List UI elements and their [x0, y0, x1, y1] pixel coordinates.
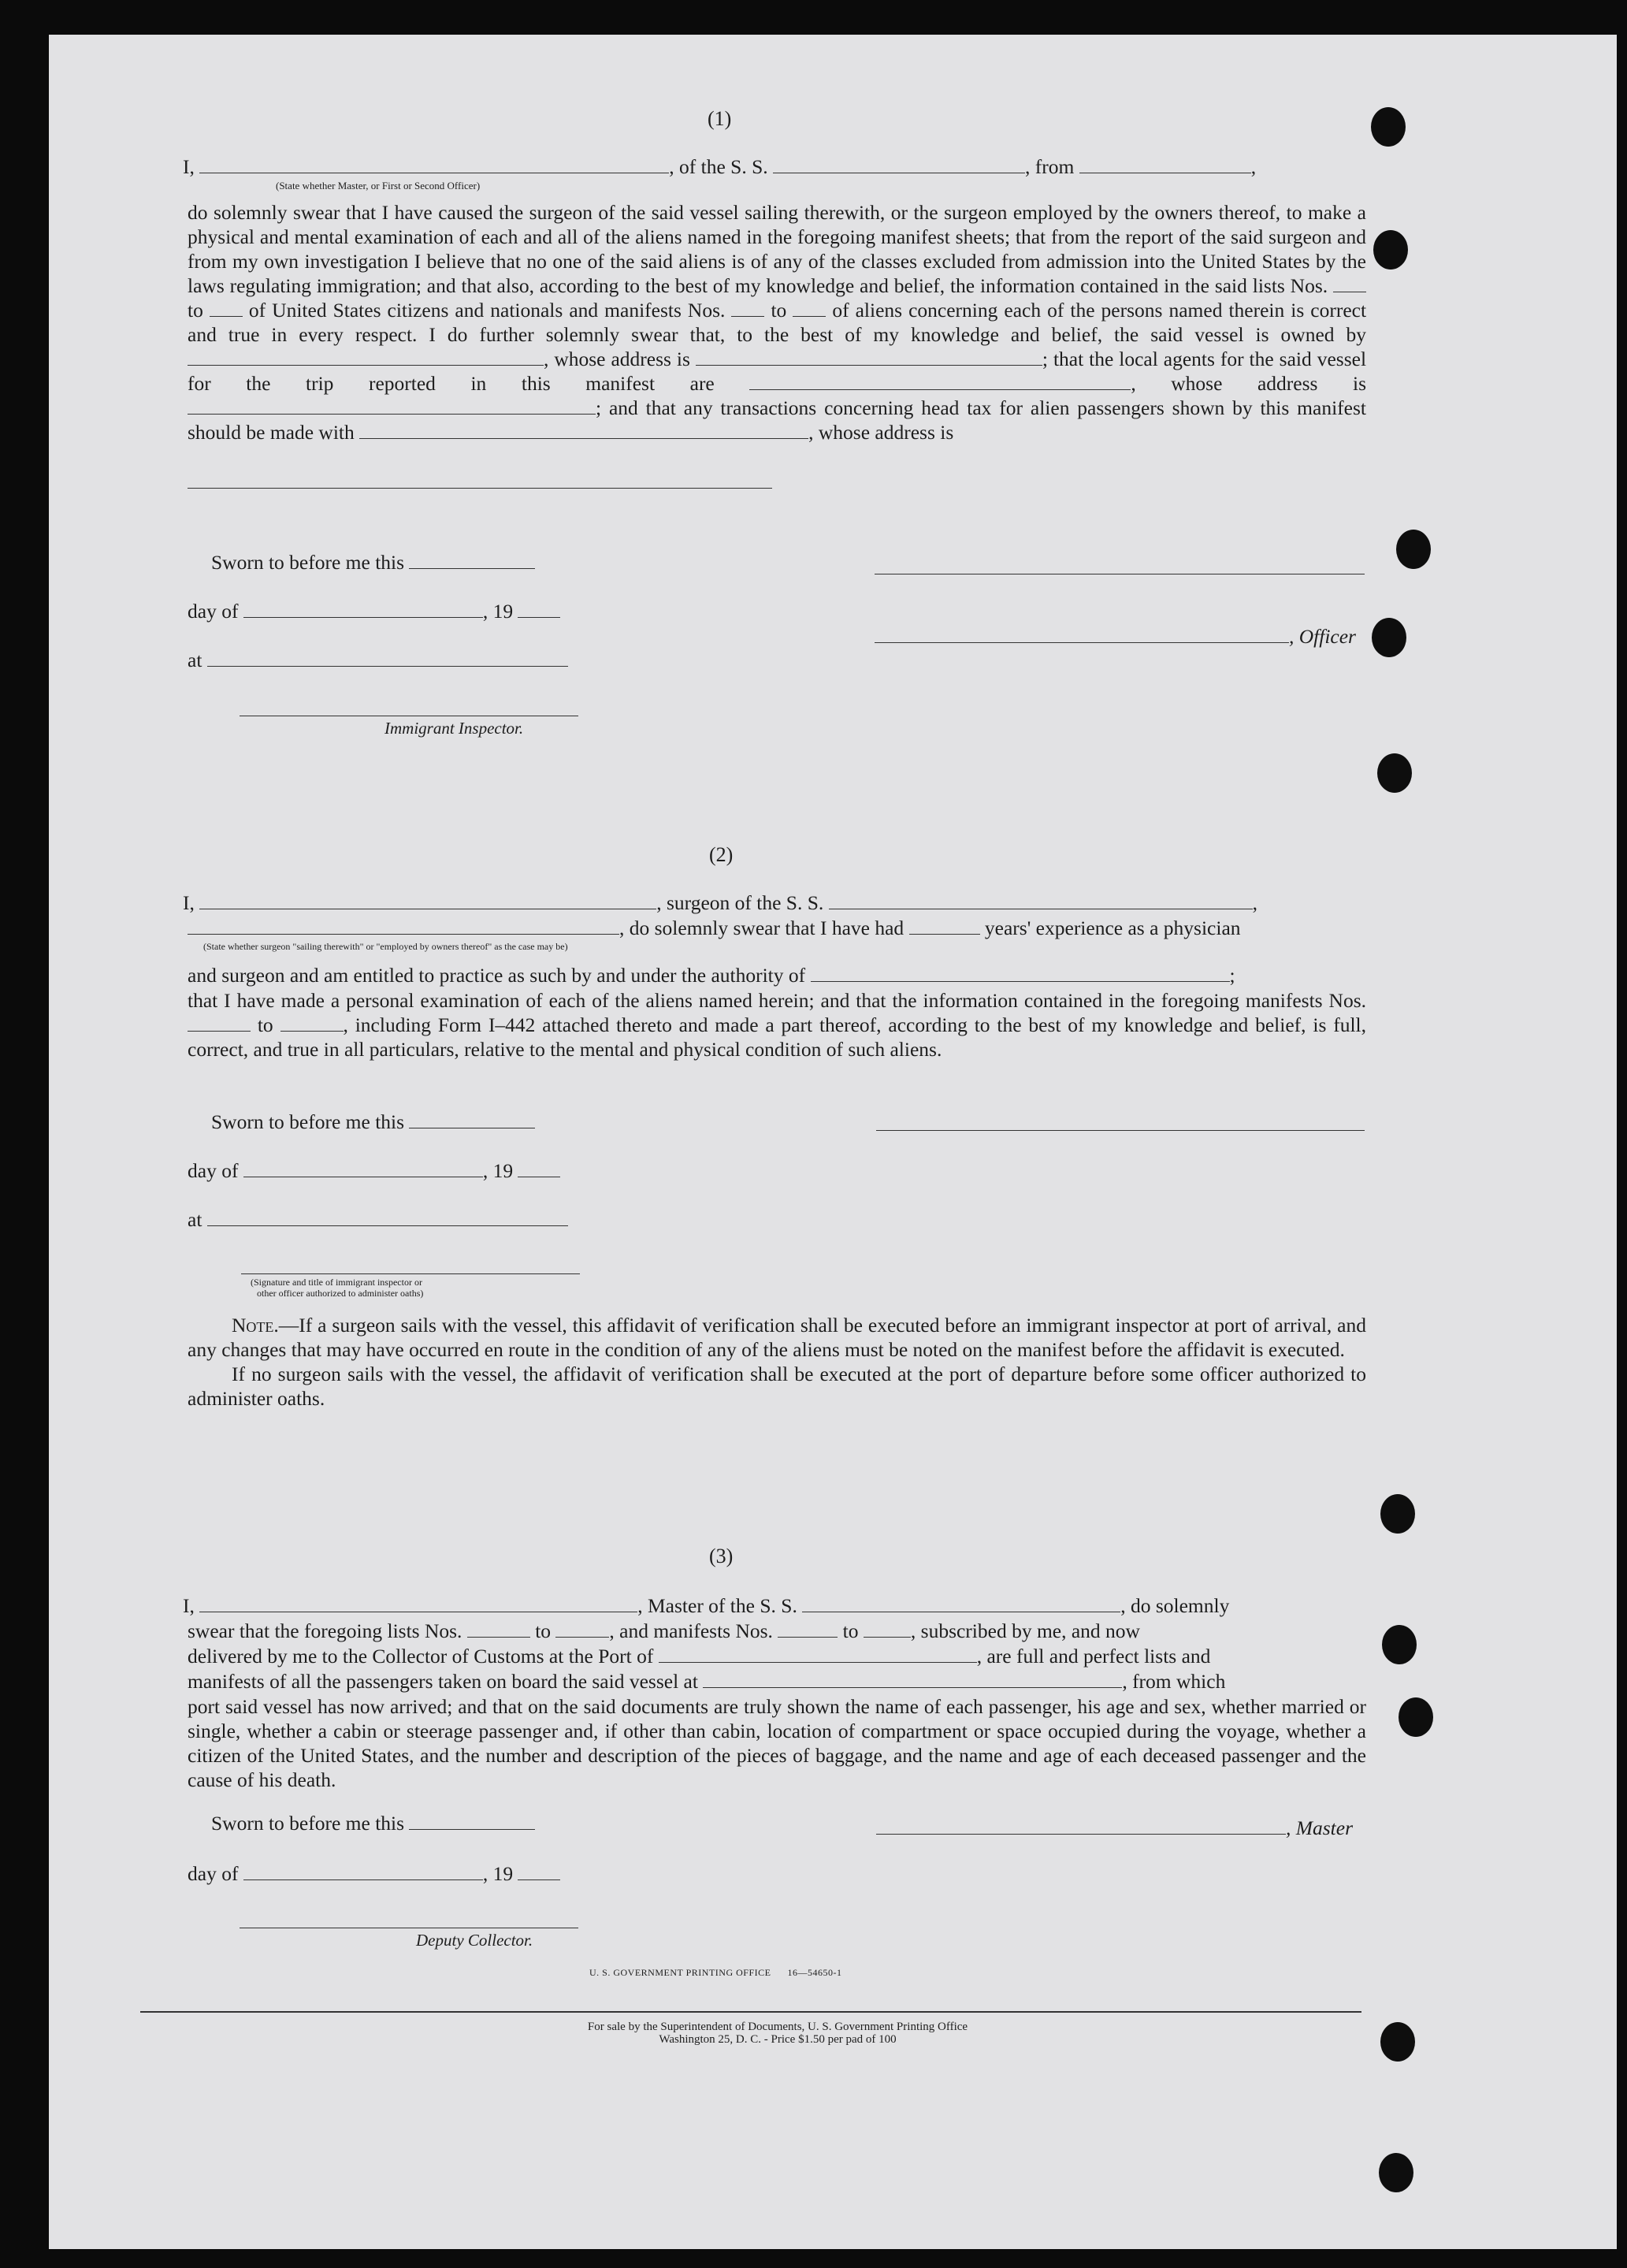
- manifests-from-field[interactable]: [731, 302, 764, 317]
- name-field[interactable]: [199, 158, 669, 173]
- at-place-field[interactable]: [207, 652, 568, 667]
- punch-hole-8: [1399, 1697, 1433, 1737]
- at-label: at: [188, 1208, 202, 1231]
- at-line: [188, 648, 568, 672]
- i-label: I,: [183, 1594, 195, 1617]
- day-of-label: day of: [188, 1159, 239, 1182]
- whose-address-label: , whose address is: [544, 348, 690, 370]
- master-lists-to-field[interactable]: [555, 1623, 609, 1638]
- port-field[interactable]: [659, 1648, 977, 1663]
- footer-line-2: Washington 25, D. C. - Price $1.50 per pad of 100: [659, 2033, 897, 2046]
- semicolon: ;: [1042, 348, 1048, 370]
- punch-hole-6: [1380, 1494, 1415, 1534]
- from-label: , from: [1025, 155, 1075, 178]
- swear-label: , do solemnly swear that I have had: [619, 916, 905, 939]
- agents-address-field[interactable]: [188, 400, 596, 415]
- section-3-line-1: [183, 1593, 1229, 1618]
- master-signature-row: [876, 1816, 1353, 1840]
- punch-hole-1: [1371, 107, 1406, 147]
- sworn-label: Sworn to before me this: [211, 1812, 405, 1835]
- authority-field[interactable]: [811, 967, 1230, 982]
- year-label: , 19: [482, 600, 514, 623]
- head-tax-text: ; and that any transactions concerning head tax for alien passengers shown by this manifest should be made with: [188, 396, 1366, 444]
- boarding-port-field[interactable]: [703, 1673, 1122, 1688]
- whose-address-label: whose address is: [1171, 372, 1367, 395]
- surgeon-oath-text-end: , including Form I–442 attached thereto and made a part thereof, according to the best of my knowledge and belief, is full, correct, and true in all particulars, relative to the mental and physical condition of such aliens.: [188, 1013, 1366, 1061]
- whose-address-label: , whose address is: [808, 421, 954, 444]
- at-place-field-2[interactable]: [207, 1211, 568, 1226]
- surgeon-ship-field[interactable]: [829, 894, 1253, 909]
- local-agents-field[interactable]: [749, 375, 1131, 390]
- day-of-field-2[interactable]: [243, 1162, 483, 1177]
- ship-name-field[interactable]: [773, 158, 1025, 173]
- years-label: years' experience as a physician: [984, 916, 1241, 939]
- years-field[interactable]: [909, 920, 980, 935]
- inspector-label: Immigrant Inspector.: [384, 719, 524, 738]
- section-2-body: [188, 988, 1366, 1061]
- master-label: , Master: [1286, 1816, 1353, 1839]
- of-ss-label: , of the S. S.: [669, 155, 768, 178]
- to-label: to: [257, 1013, 273, 1036]
- to-label: to: [535, 1619, 552, 1642]
- sworn-line-2: [211, 1110, 535, 1134]
- surgeon-manifests-to-field[interactable]: [280, 1017, 344, 1032]
- head-tax-party-field[interactable]: [359, 424, 808, 439]
- oath-officer-signature-line[interactable]: [241, 1273, 580, 1274]
- year-label: , 19: [482, 1862, 514, 1885]
- i-label: I,: [183, 155, 195, 178]
- master-name-field[interactable]: [199, 1597, 637, 1612]
- surgeon-manifests-from-field[interactable]: [188, 1017, 251, 1032]
- surgeon-hint: (State whether surgeon "sailing therewith" or "employed by owners thereof" as the case may be): [203, 941, 568, 952]
- owner-field[interactable]: [188, 351, 544, 366]
- officer-signature-field[interactable]: [875, 628, 1289, 643]
- i-label: I,: [183, 891, 195, 914]
- day-of-label: day of: [188, 600, 239, 623]
- swear-lists-label: swear that the foregoing lists Nos.: [188, 1619, 462, 1642]
- sig-hint-1: (Signature and title of immigrant inspector or: [251, 1277, 422, 1288]
- comma: ,: [1250, 155, 1257, 178]
- authority-line: [188, 963, 1235, 987]
- surgeon-name-field[interactable]: [199, 894, 656, 909]
- form-sheet: [49, 35, 1617, 2249]
- note-text-1: —If a surgeon sails with the vessel, this affidavit of verification shall be executed before an immigrant inspector at port of arrival, and any changes that may have occurred en route in the condition of any of the aliens must be noted on the manifest before the affidavit is executed.: [188, 1314, 1366, 1361]
- footer-line-1: For sale by the Superintendent of Documents, U. S. Government Printing Office: [587, 2021, 968, 2033]
- section-1-number: (1): [708, 107, 732, 130]
- from-which-label: , from which: [1122, 1670, 1226, 1693]
- punch-hole-4: [1372, 618, 1406, 657]
- comma: ,: [1252, 891, 1258, 914]
- note-text-2: If no surgeon sails with the vessel, the affidavit of verification shall be executed at the port of departure before some officer authorized to administer oaths.: [188, 1363, 1366, 1410]
- officer-line: [875, 624, 1356, 649]
- surgeon-oath-text: that I have made a personal examination of each of the aliens named herein; and that the information contained in the foregoing manifests Nos.: [188, 989, 1366, 1012]
- punch-hole-7: [1382, 1625, 1417, 1664]
- note-block: [188, 1313, 1366, 1411]
- oath-text-1: do solemnly swear that I have caused the surgeon of the said vessel sailing therewith, or the surgeon employed by the owners thereof, to make a physical and mental examination of each and all of the aliens named in the foregoing manifest sheets; that from the report of the said surgeon and from my own investigation I believe that no one of the said aliens is of any of the classes excluded from admission into the United States by the laws regulating immigration; and that also, according to the best of my knowledge and belief, the information contained in the said lists Nos.: [188, 201, 1366, 297]
- day-of-line-3: [188, 1861, 560, 1886]
- day-of-line-2: [188, 1158, 560, 1183]
- footer-rule: [140, 2011, 1361, 2013]
- day-of-field-3[interactable]: [243, 1865, 483, 1880]
- year-label: , 19: [482, 1159, 514, 1182]
- year-field-2[interactable]: [518, 1162, 560, 1177]
- oath-text-2a: of United States citizens and nationals and manifests Nos.: [248, 299, 726, 322]
- sworn-line: [211, 550, 535, 574]
- to-label: to: [771, 299, 787, 322]
- sworn-label: Sworn to before me this: [211, 551, 405, 574]
- day-of-field[interactable]: [243, 603, 483, 618]
- section-2-line-1: [183, 890, 1257, 915]
- full-lists-label: , are full and perfect lists and: [976, 1645, 1211, 1668]
- to-label: to: [842, 1619, 859, 1642]
- lists-to-field[interactable]: [210, 302, 243, 317]
- authority-label: and surgeon and am entitled to practice as such by and under the authority of: [188, 964, 806, 987]
- master-of-label: , Master of the S. S.: [637, 1594, 797, 1617]
- from-port-field[interactable]: [1079, 158, 1251, 173]
- section-1-body: [188, 200, 1366, 444]
- sworn-date-field-2[interactable]: [409, 1114, 535, 1128]
- sworn-label: Sworn to before me this: [211, 1110, 405, 1133]
- at-line-2: [188, 1207, 568, 1232]
- semicolon: ;: [1229, 964, 1235, 987]
- local-agents-text: that the local agents for the said vessel for the trip reported in this manifest are: [188, 348, 1367, 395]
- sig-hint-2: other officer authorized to administer oaths): [257, 1288, 424, 1299]
- manifests-taken-label: manifests of all the passengers taken on board the said vessel at: [188, 1670, 698, 1693]
- punch-hole-5: [1377, 753, 1412, 793]
- section-3-number: (3): [709, 1545, 734, 1567]
- officer-label: , Officer: [1289, 625, 1356, 648]
- and-manifests-label: , and manifests Nos.: [609, 1619, 773, 1642]
- manifests-to-field[interactable]: [793, 302, 826, 317]
- sworn-date-field-3[interactable]: [409, 1815, 535, 1830]
- section-2-number: (2): [709, 843, 734, 866]
- master-signature-field[interactable]: [876, 1820, 1286, 1835]
- section-3-body: [188, 1694, 1366, 1792]
- section-3-line-4: [188, 1669, 1225, 1694]
- surgeon-signature-line[interactable]: [876, 1130, 1365, 1131]
- subscribed-label: , subscribed by me, and now: [910, 1619, 1140, 1642]
- day-of-line: [188, 599, 560, 623]
- comma: ,: [1131, 372, 1136, 395]
- punch-hole-2: [1373, 230, 1408, 270]
- surgeon-capacity-field[interactable]: [188, 920, 619, 935]
- printing-office-imprint: U. S. GOVERNMENT PRINTING OFFICE 16—54650-1: [589, 1967, 842, 1978]
- master-oath-text: port said vessel has now arrived; and that on the said documents are truly shown the name of each passenger, his age and sex, whether married or single, whether a cabin or steerage passenger and, if other than cabin, location of compartment or space occupied during the voyage, whether a citizen of the United States, and the number and description of the pieces of baggage, and the name and age of each deceased passenger and the cause of his death.: [188, 1695, 1366, 1791]
- master-hint: (State whether Master, or First or Second Officer): [276, 180, 481, 191]
- owner-address-field[interactable]: [696, 351, 1042, 366]
- note-label: Note.: [232, 1314, 279, 1337]
- surgeon-of-label: , surgeon of the S. S.: [656, 891, 824, 914]
- address-continuation-line[interactable]: [188, 488, 772, 489]
- do-solemnly-label: , do solemnly: [1120, 1594, 1230, 1617]
- at-label: at: [188, 649, 202, 671]
- section-3-line-3: [188, 1644, 1210, 1668]
- section-2-line-2: [188, 916, 1241, 940]
- section-3-line-2: [188, 1619, 1140, 1643]
- year-field-3[interactable]: [518, 1865, 560, 1880]
- master-manifests-from-field[interactable]: [778, 1623, 838, 1638]
- to-label: to: [188, 299, 203, 322]
- punch-hole-10: [1379, 2153, 1413, 2192]
- sworn-date-field[interactable]: [409, 554, 535, 569]
- section-1-line-1: [183, 154, 1256, 179]
- year-field[interactable]: [518, 603, 560, 618]
- punch-hole-3: [1396, 530, 1431, 569]
- master-manifests-to-field[interactable]: [864, 1623, 911, 1638]
- delivered-label: delivered by me to the Collector of Customs at the Port of: [188, 1645, 654, 1668]
- oath-text-2b: of aliens concerning each of the persons named therein is correct and true in every respect. I do further solemnly swear that, to the best of my knowledge and belief, the said vessel is owned by: [188, 299, 1367, 346]
- master-lists-from-field[interactable]: [467, 1623, 530, 1638]
- lists-from-field[interactable]: [1333, 277, 1366, 292]
- sworn-line-3: [211, 1811, 535, 1835]
- master-ship-field[interactable]: [802, 1597, 1120, 1612]
- deputy-label: Deputy Collector.: [416, 1931, 533, 1950]
- day-of-label: day of: [188, 1862, 239, 1885]
